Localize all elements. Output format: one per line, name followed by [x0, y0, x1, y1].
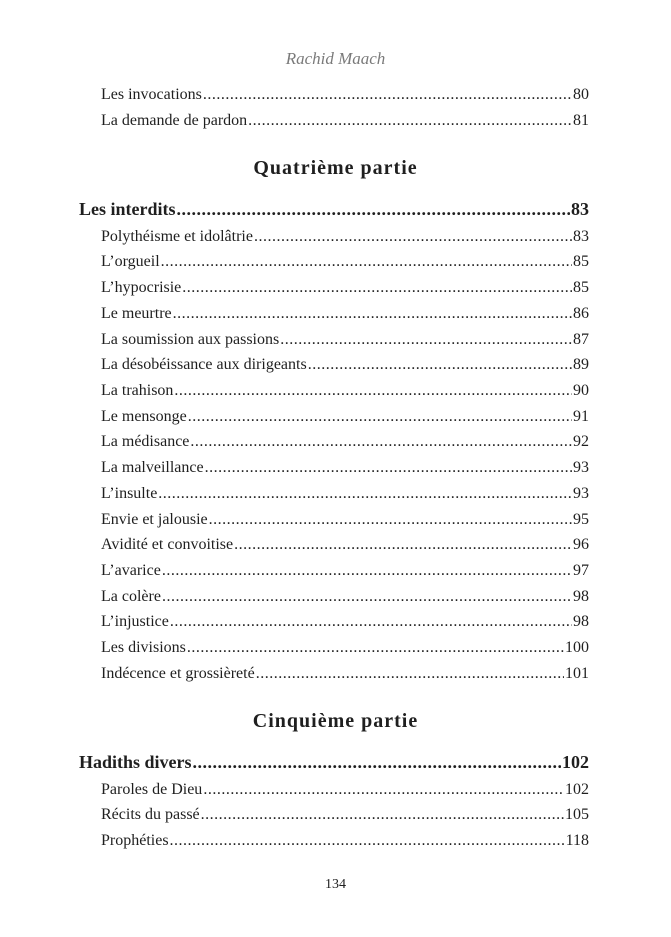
- toc-entry-page: 85: [573, 253, 589, 270]
- dot-leader: [201, 804, 564, 826]
- toc-entry-page: 91: [573, 408, 589, 425]
- toc-chapter-page: 83: [571, 199, 589, 219]
- dot-leader: [161, 251, 572, 273]
- toc-entry[interactable]: [101, 509, 589, 531]
- toc-entry-page: 89: [573, 356, 589, 373]
- toc-entry[interactable]: [101, 663, 589, 685]
- toc-entry-page: 97: [573, 562, 589, 579]
- toc-entry-title: L’insulte: [101, 485, 158, 502]
- toc-entry-page: 105: [565, 806, 589, 823]
- toc-chapter[interactable]: [79, 198, 589, 220]
- dot-leader: [174, 380, 572, 402]
- toc-entry-title: La médisance: [101, 433, 190, 450]
- toc-entry-title: Récits du passé: [101, 806, 200, 823]
- dot-leader: [162, 586, 572, 608]
- toc-entry-title: Le mensonge: [101, 408, 187, 425]
- toc-entry-title: L’hypocrisie: [101, 279, 182, 296]
- dot-leader: [256, 663, 564, 685]
- dot-leader: [280, 329, 572, 351]
- toc-entry[interactable]: [101, 586, 589, 608]
- toc-entry-page: 80: [573, 86, 589, 103]
- toc-entry-title: Indécence et grossièreté: [101, 665, 255, 682]
- toc-entry-title: La demande de pardon: [101, 112, 248, 129]
- part-heading: Cinquième partie: [252, 710, 419, 732]
- toc-entry-title: La désobéissance aux dirigeants: [101, 356, 307, 373]
- toc-entry-page: 102: [565, 781, 589, 798]
- toc-entry-title: Paroles de Dieu: [101, 781, 203, 798]
- toc-entry[interactable]: [101, 534, 589, 556]
- toc-entry-page: 81: [573, 112, 589, 129]
- dot-leader: [205, 457, 572, 479]
- toc-entry[interactable]: [101, 226, 589, 248]
- page-number: 134: [325, 877, 346, 892]
- dot-leader: [209, 509, 572, 531]
- toc-entry-page: 98: [573, 613, 589, 630]
- toc-entry-title: La colère: [101, 588, 161, 605]
- toc-entry-title: La malveillance: [101, 459, 204, 476]
- dot-leader: [193, 751, 561, 773]
- toc-entry-title: Les divisions: [101, 639, 186, 656]
- dot-leader: [248, 110, 572, 132]
- toc-entry-page: 100: [565, 639, 589, 656]
- toc-entry-title: L’orgueil: [101, 253, 160, 270]
- toc-entry[interactable]: [101, 110, 589, 132]
- toc-entry[interactable]: [101, 406, 589, 428]
- dot-leader: [170, 611, 572, 633]
- toc-entry[interactable]: [101, 830, 589, 852]
- toc-entry[interactable]: [101, 84, 589, 106]
- toc-entry-page: 83: [573, 228, 589, 245]
- toc-entry-page: 87: [573, 331, 589, 348]
- dot-leader: [158, 483, 572, 505]
- toc-entry-title: Prophéties: [101, 832, 169, 849]
- toc-entry-title: Avidité et convoitise: [101, 536, 234, 553]
- dot-leader: [254, 226, 572, 248]
- dot-leader: [203, 84, 572, 106]
- toc-entry[interactable]: [101, 431, 589, 453]
- dot-leader: [177, 198, 571, 220]
- dot-leader: [234, 534, 572, 556]
- toc-entry[interactable]: [101, 560, 589, 582]
- toc-entry-title: Le meurtre: [101, 305, 172, 322]
- toc-entry[interactable]: [101, 804, 589, 826]
- part-heading: Quatrième partie: [253, 157, 418, 179]
- dot-leader: [188, 406, 572, 428]
- toc-entry-title: Polythéisme et idolâtrie: [101, 228, 253, 245]
- toc-entry[interactable]: [101, 329, 589, 351]
- toc-chapter-title: Hadiths divers: [79, 752, 192, 772]
- dot-leader: [162, 560, 572, 582]
- toc-entry-title: L’avarice: [101, 562, 161, 579]
- toc-entry-page: 96: [573, 536, 589, 553]
- dot-leader: [203, 779, 564, 801]
- toc-chapter-page: 102: [562, 752, 589, 772]
- running-head: Rachid Maach: [285, 49, 386, 68]
- toc-chapter[interactable]: [79, 751, 589, 773]
- toc-entry[interactable]: [101, 637, 589, 659]
- toc-entry-page: 101: [565, 665, 589, 682]
- toc-entry-title: La soumission aux passions: [101, 331, 280, 348]
- toc-entry-page: 85: [573, 279, 589, 296]
- toc-entry[interactable]: [101, 251, 589, 273]
- toc-entry[interactable]: [101, 380, 589, 402]
- toc-entry-page: 93: [573, 485, 589, 502]
- toc-entry[interactable]: [101, 611, 589, 633]
- toc-entry[interactable]: [101, 483, 589, 505]
- toc-entry-page: 95: [573, 511, 589, 528]
- toc-entry-page: 90: [573, 382, 589, 399]
- toc-entry-page: 98: [573, 588, 589, 605]
- toc-entry-title: Les invocations: [101, 86, 202, 103]
- dot-leader: [173, 303, 572, 325]
- toc-entry-page: 86: [573, 305, 589, 322]
- toc-entry[interactable]: [101, 354, 589, 376]
- toc-entry-page: 93: [573, 459, 589, 476]
- toc-entry-title: La trahison: [101, 382, 174, 399]
- dot-leader: [187, 637, 564, 659]
- toc-entry[interactable]: [101, 457, 589, 479]
- toc-entry-page: 118: [565, 832, 589, 849]
- toc-entry[interactable]: [101, 779, 589, 801]
- dot-leader: [170, 830, 565, 852]
- toc-entry[interactable]: [101, 303, 589, 325]
- toc-entry[interactable]: [101, 277, 589, 299]
- toc-entry-page: 92: [573, 433, 589, 450]
- dot-leader: [308, 354, 572, 376]
- toc-entry-title: L’injustice: [101, 613, 169, 630]
- toc-entry-title: Envie et jalousie: [101, 511, 208, 528]
- toc-chapter-title: Les interdits: [79, 199, 176, 219]
- dot-leader: [182, 277, 572, 299]
- dot-leader: [190, 431, 572, 453]
